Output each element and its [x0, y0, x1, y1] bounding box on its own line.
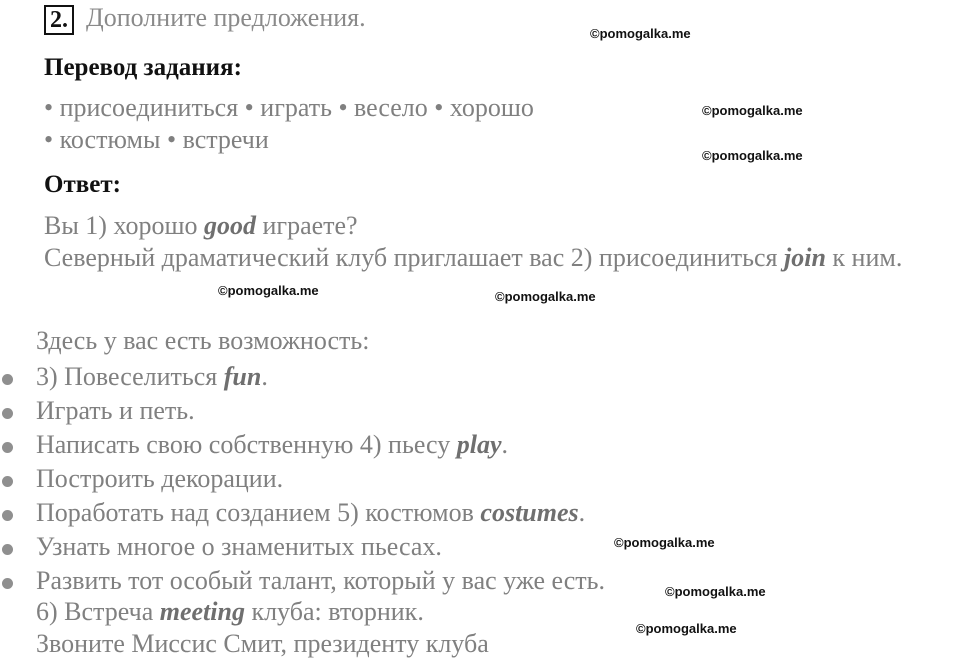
bullet-dot	[2, 374, 13, 385]
answer-word: costumes	[480, 498, 579, 527]
answer-word: join	[784, 243, 826, 272]
bullet-dot	[2, 408, 13, 419]
text-segment: Вы 1) хорошо	[44, 211, 204, 240]
answer-word: meeting	[159, 597, 245, 626]
answer-word: fun	[223, 362, 262, 391]
call-line: Звоните Миссис Смит, президенту клуба	[36, 629, 489, 658]
watermark: ©pomogalka.me	[636, 621, 737, 636]
watermark: ©pomogalka.me	[665, 584, 766, 599]
text-segment: .	[261, 362, 268, 391]
bullet-item	[36, 464, 283, 494]
watermark: ©pomogalka.me	[218, 283, 319, 298]
text-segment: к ним.	[825, 243, 903, 272]
bullet-item	[36, 430, 508, 460]
text-segment: 6) Встреча	[36, 597, 160, 626]
bullet-dot	[2, 510, 13, 521]
bullet-dot	[2, 578, 13, 589]
task-title: Дополните предложения.	[86, 3, 366, 32]
bullet-item	[36, 566, 605, 596]
answer-heading: Ответ:	[44, 171, 121, 198]
answer-word: good	[204, 211, 256, 240]
bullet-item	[36, 532, 442, 562]
bullet-dot	[2, 544, 13, 555]
text-segment: играете?	[256, 211, 358, 240]
watermark: ©pomogalka.me	[495, 289, 596, 304]
bullet-item	[36, 396, 195, 426]
text-segment: .	[578, 498, 586, 527]
text-segment: Развить тот особый талант, который у вас уже есть.	[36, 566, 605, 595]
bullet-dot	[2, 476, 13, 487]
task-number-box	[44, 5, 74, 35]
possibilities-intro: Здесь у вас есть возможность:	[36, 326, 370, 355]
translation-heading: Перевод задания:	[44, 54, 242, 81]
watermark: ©pomogalka.me	[702, 148, 803, 163]
text-segment: Играть и петь.	[36, 396, 195, 425]
answer-line-1	[44, 211, 358, 241]
text-segment: Поработать над созданием 5) костюмов	[36, 498, 481, 527]
answer-line-2	[44, 243, 902, 273]
bullet-dot	[2, 442, 13, 453]
bullet-item	[36, 498, 585, 528]
text-segment: 3) Повеселиться	[36, 362, 224, 391]
text-segment: .	[501, 430, 508, 459]
text-segment: Северный драматический клуб приглашает вас 2) присоединиться	[44, 243, 784, 272]
text-segment: клуба: вторник.	[244, 597, 424, 626]
word-list-line-1: • присоединиться • играть • весело • хорошо	[44, 93, 534, 122]
answer-word: play	[456, 430, 502, 459]
watermark: ©pomogalka.me	[702, 103, 803, 118]
task-number: 2.	[50, 7, 68, 33]
text-segment: Построить декорации.	[36, 464, 284, 493]
watermark: ©pomogalka.me	[614, 535, 715, 550]
word-list-line-2: • костюмы • встречи	[44, 125, 269, 154]
meeting-line	[36, 597, 424, 627]
watermark: ©pomogalka.me	[590, 26, 691, 41]
text-segment: Написать свою собственную 4) пьесу	[36, 430, 457, 459]
bullet-item	[36, 362, 268, 392]
text-segment: Узнать многое о знаменитых пьесах.	[36, 532, 442, 561]
